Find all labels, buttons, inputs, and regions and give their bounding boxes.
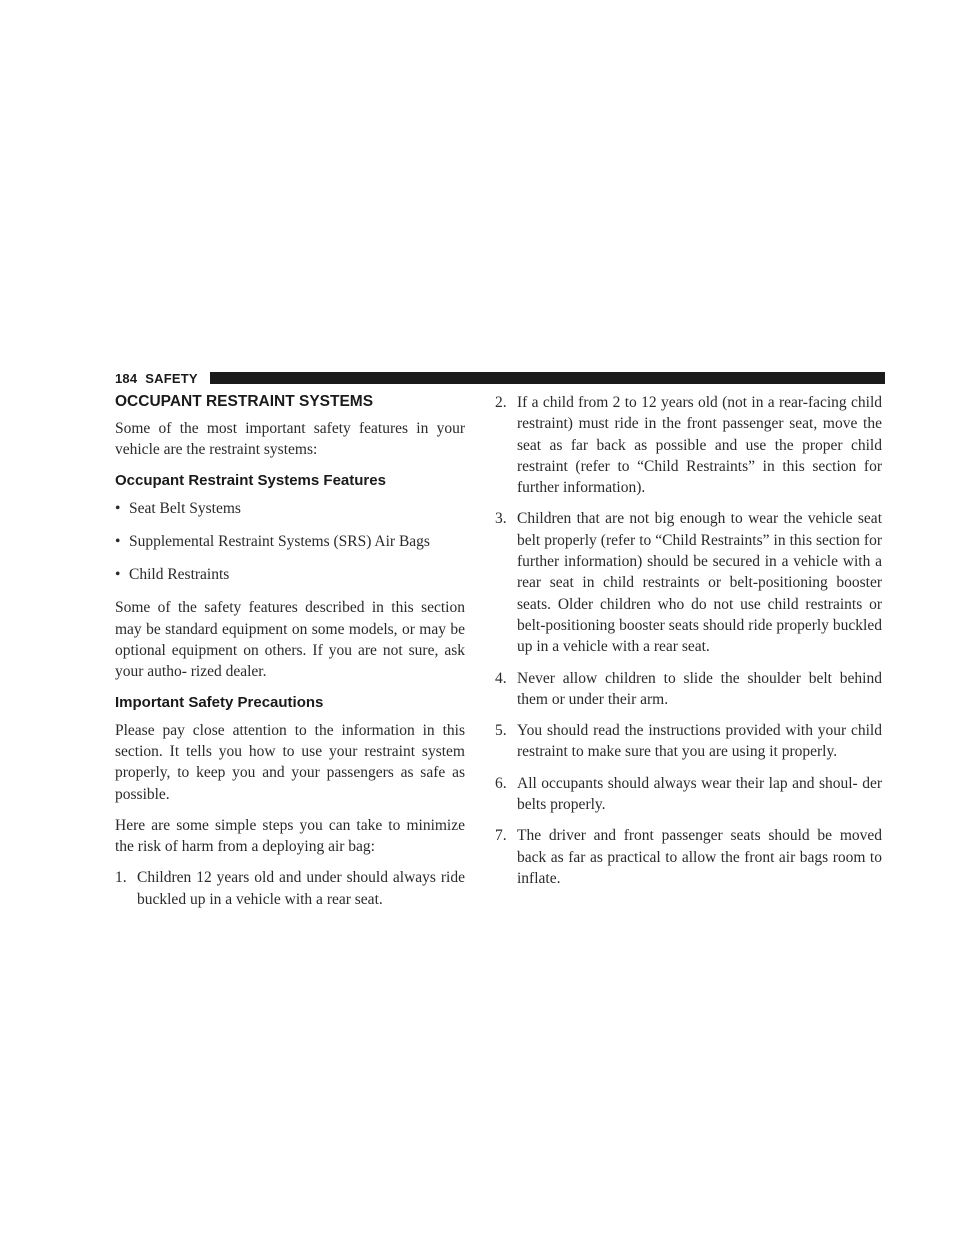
precautions-paragraph: Please pay close attention to the information in this section. It tells you how to use your restraint system properly, to keep you and your passengers as safe as possible.	[115, 721, 465, 803]
section-title: SAFETY	[145, 370, 198, 386]
step-text: You should read the instructions provided with your child restraint to make sure that you are using it properly.	[517, 722, 882, 761]
left-column	[115, 392, 465, 920]
bullet-icon: •	[115, 566, 121, 584]
step-number: 7.	[495, 827, 507, 845]
steps-list-left	[115, 867, 465, 910]
intro-paragraph: Some of the most important safety features in your vehicle are the restraint systems:	[115, 420, 465, 459]
step-number: 3.	[495, 510, 507, 528]
step-number: 4.	[495, 669, 507, 687]
bullet-icon: •	[115, 532, 121, 550]
step-item	[495, 825, 882, 889]
list-item-label: Supplemental Restraint Systems (SRS) Air Bags	[129, 532, 430, 550]
steps-list-right	[495, 392, 882, 889]
step-number: 6.	[495, 774, 507, 792]
list-item	[115, 564, 465, 585]
right-column	[495, 392, 882, 899]
step-item	[495, 668, 882, 711]
step-number: 2.	[495, 394, 507, 411]
step-text: If a child from 2 to 12 years old (not in a rear-facing child restraint) must ride in the front passenger seat, move the seat as far back as possible and use the proper child restraint (refer to “Child Restraints” in this section for further information).	[517, 394, 882, 497]
list-item-label: Seat Belt Systems	[129, 499, 241, 517]
page-number: 184	[115, 370, 138, 386]
list-item-label: Child Restraints	[129, 566, 230, 584]
page-header	[115, 370, 885, 386]
step-text: Children 12 years old and under should always ride buckled up in a vehicle with a rear seat.	[137, 869, 465, 908]
features-note: Some of the safety features described in this section may be standard equipment on some models, or may be optional equipment on others. If you are not sure, ask your autho- rized dealer.	[115, 599, 465, 681]
step-text: All occupants should always wear their lap and shoul- der belts properly.	[517, 774, 882, 814]
step-item	[495, 392, 882, 498]
precautions-paragraph: Here are some simple steps you can take to minimize the risk of harm from a deploying air bag:	[115, 816, 465, 856]
step-item	[495, 773, 882, 816]
step-item	[115, 867, 465, 910]
features-list	[115, 498, 465, 586]
list-item	[115, 498, 465, 519]
precautions-heading: Important Safety Precautions	[115, 693, 324, 711]
step-text: Never allow children to slide the shoulder belt behind them or under their arm.	[517, 669, 882, 708]
step-number: 5.	[495, 722, 507, 740]
step-item	[495, 508, 882, 657]
step-number: 1.	[115, 869, 127, 887]
bullet-icon: •	[115, 499, 121, 517]
header-rule	[210, 372, 885, 384]
list-item	[115, 531, 465, 552]
step-item	[495, 720, 882, 763]
step-text: The driver and front passenger seats should be moved back as far as practical to allow the front air bags room to inflate.	[517, 827, 882, 887]
page-title: OCCUPANT RESTRAINT SYSTEMS	[115, 393, 374, 410]
step-text: Children that are not big enough to wear the vehicle seat belt properly (refer to “Child Restraints” in this section for further information) should be secured in a vehicle with a rear seat in child restraints or belt-positioning booster seats. Older children who do not use child restraints or belt-positioning booster seats should ride properly buckled up in a vehicle with a rear seat.	[517, 510, 882, 656]
features-heading: Occupant Restraint Systems Features	[115, 471, 386, 489]
